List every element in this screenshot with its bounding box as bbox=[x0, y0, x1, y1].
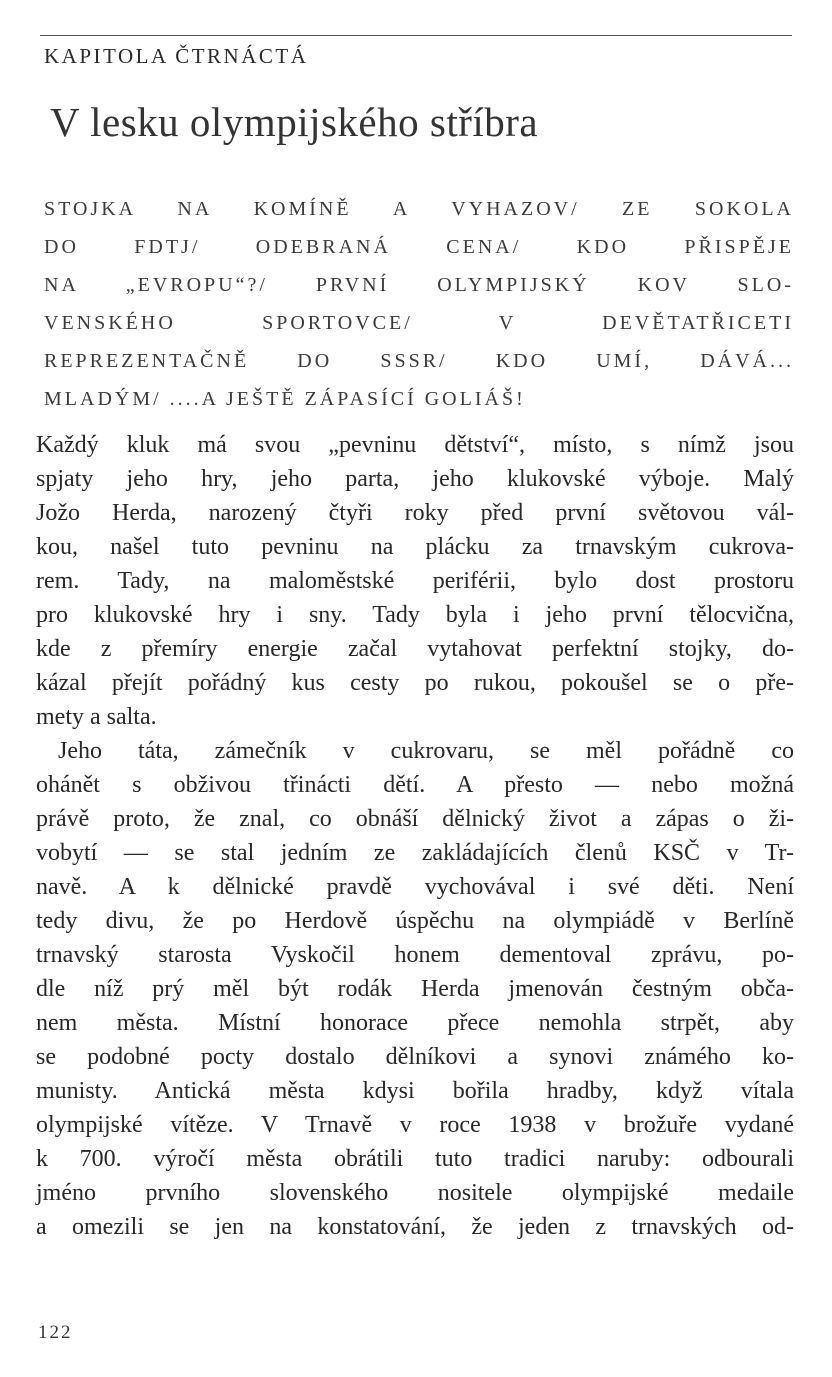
body-line: se podobné pocty dostalo dělníkovi a synovi známého ko- bbox=[36, 1044, 794, 1070]
body-line: kou, našel tuto pevninu na plácku za trnavským cukrova- bbox=[36, 534, 794, 560]
body-line: mety a salta. bbox=[36, 704, 157, 730]
body-line: vobytí — se stal jedním ze zakládajících členů KSČ v Tr- bbox=[36, 840, 794, 866]
body-line: a omezili se jen na konstatování, že jeden z trnavských od- bbox=[36, 1214, 794, 1240]
synopsis-line: REPREZENTAČNĚ DO SSSR/ KDO UMÍ, DÁVÁ... bbox=[44, 350, 794, 372]
body-line: právě proto, že znal, co obnáší dělnický život a zápas o ži- bbox=[36, 806, 794, 832]
body-line: navě. A k dělnické pravdě vychovával i své děti. Není bbox=[36, 874, 794, 900]
synopsis-line: MLADÝM/ ....A JEŠTĚ ZÁPASÍCÍ GOLIÁŠ! bbox=[44, 388, 526, 410]
body-line: jméno prvního slovenského nositele olympijské medaile bbox=[36, 1180, 794, 1206]
synopsis-line: STOJKA NA KOMÍNĚ A VYHAZOV/ ZE SOKOLA bbox=[44, 198, 794, 220]
chapter-title: V lesku olympijského stříbra bbox=[50, 99, 539, 145]
body-line: rem. Tady, na maloměstské periférii, bylo dost prostoru bbox=[36, 568, 794, 594]
body-line: Každý kluk má svou „pevninu dětství“, místo, s nímž jsou bbox=[36, 432, 794, 458]
header-rule bbox=[40, 35, 792, 36]
body-line: k 700. výročí města obrátili tuto tradici naruby: odbourali bbox=[36, 1146, 794, 1172]
body-line: ohánět s obživou třinácti dětí. A přesto — nebo možná bbox=[36, 772, 794, 798]
body-line: Jeho táta, zámečník v cukrovaru, se měl pořádně co bbox=[58, 738, 794, 764]
body-line: Jožo Herda, narozený čtyři roky před první světovou vál- bbox=[36, 500, 794, 526]
body-line: tedy divu, že po Herdově úspěchu na olympiádě v Berlíně bbox=[36, 908, 794, 934]
synopsis-line: DO FDTJ/ ODEBRANÁ CENA/ KDO PŘISPĚJE bbox=[44, 236, 794, 258]
body-text bbox=[36, 428, 794, 1244]
body-line: kde z přemíry energie začal vytahovat perfektní stojky, do- bbox=[36, 636, 794, 662]
body-line: spjaty jeho hry, jeho parta, jeho klukovské výboje. Malý bbox=[36, 466, 794, 492]
body-line: olympijské vítěze. V Trnavě v roce 1938 v brožuře vydané bbox=[36, 1112, 794, 1138]
chapter-label: KAPITOLA ČTRNÁCTÁ bbox=[44, 44, 309, 68]
body-line: dle níž prý měl být rodák Herda jmenován čestným obča- bbox=[36, 976, 794, 1002]
body-line: pro klukovské hry i sny. Tady byla i jeho první tělocvična, bbox=[36, 602, 794, 628]
body-line: trnavský starosta Vyskočil honem dementoval zprávu, po- bbox=[36, 942, 794, 968]
chapter-synopsis bbox=[44, 190, 794, 418]
body-line: kázal přejít pořádný kus cesty po rukou, pokoušel se o pře- bbox=[36, 670, 794, 696]
body-line: nem města. Místní honorace přece nemohla strpět, aby bbox=[36, 1010, 794, 1036]
synopsis-line: VENSKÉHO SPORTOVCE/ V DEVĚTATŘICETI bbox=[44, 312, 794, 334]
body-line: munisty. Antická města kdysi bořila hradby, když vítala bbox=[36, 1078, 794, 1104]
synopsis-line: NA „EVROPU“?/ PRVNÍ OLYMPIJSKÝ KOV SLO- bbox=[44, 274, 794, 296]
page-number: 122 bbox=[38, 1322, 73, 1343]
